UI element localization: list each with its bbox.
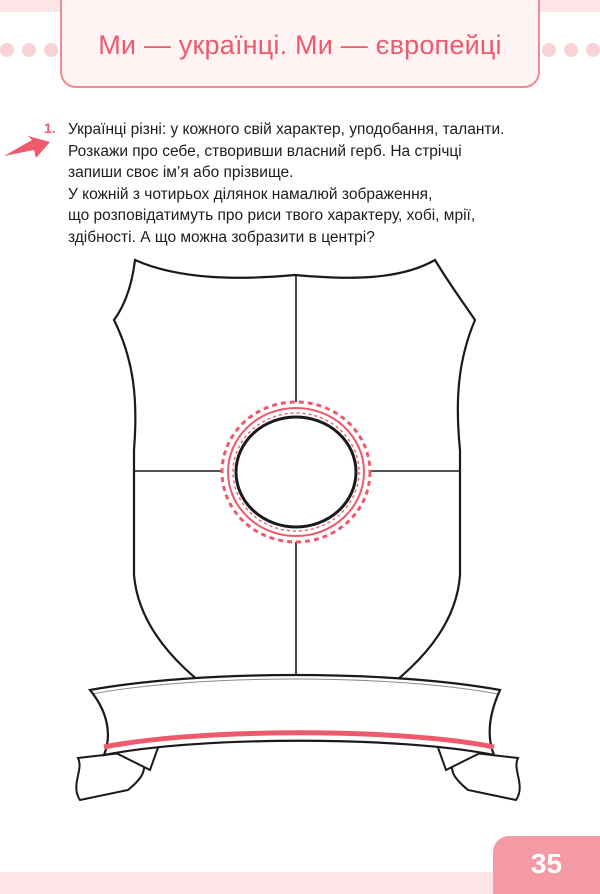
bottom-decor-strip	[0, 872, 493, 894]
chapter-title: Ми — українці. Ми — європейці	[98, 30, 502, 60]
task-instructions	[68, 119, 588, 248]
name-ribbon[interactable]	[90, 675, 500, 755]
decor-dots-right	[542, 43, 600, 57]
task-line: Українці різні: у кожного свій характер, уподобання, таланти.	[68, 121, 505, 138]
chapter-title-box	[60, 0, 540, 88]
coat-of-arms-drawing	[0, 250, 600, 830]
task-line: Розкажи про себе, створивши власний герб. На стрічці	[68, 142, 462, 160]
decor-dots-left	[0, 43, 58, 57]
task-number: 1.	[44, 120, 56, 136]
task-arrow-icon	[2, 134, 52, 160]
task-line: запиши своє ім’я або прізвище.	[68, 164, 294, 181]
page-number: 35	[530, 848, 563, 879]
center-medallion[interactable]	[236, 417, 356, 527]
task-line: У кожній з чотирьох ділянок намалюй зображення,	[68, 185, 433, 203]
task-line: що розповідатимуть про риси твого характеру, хобі, мрії,	[68, 207, 476, 224]
task-line: здібності. А що можна зобразити в центрі?	[68, 228, 375, 246]
page-number-tab	[493, 836, 600, 894]
